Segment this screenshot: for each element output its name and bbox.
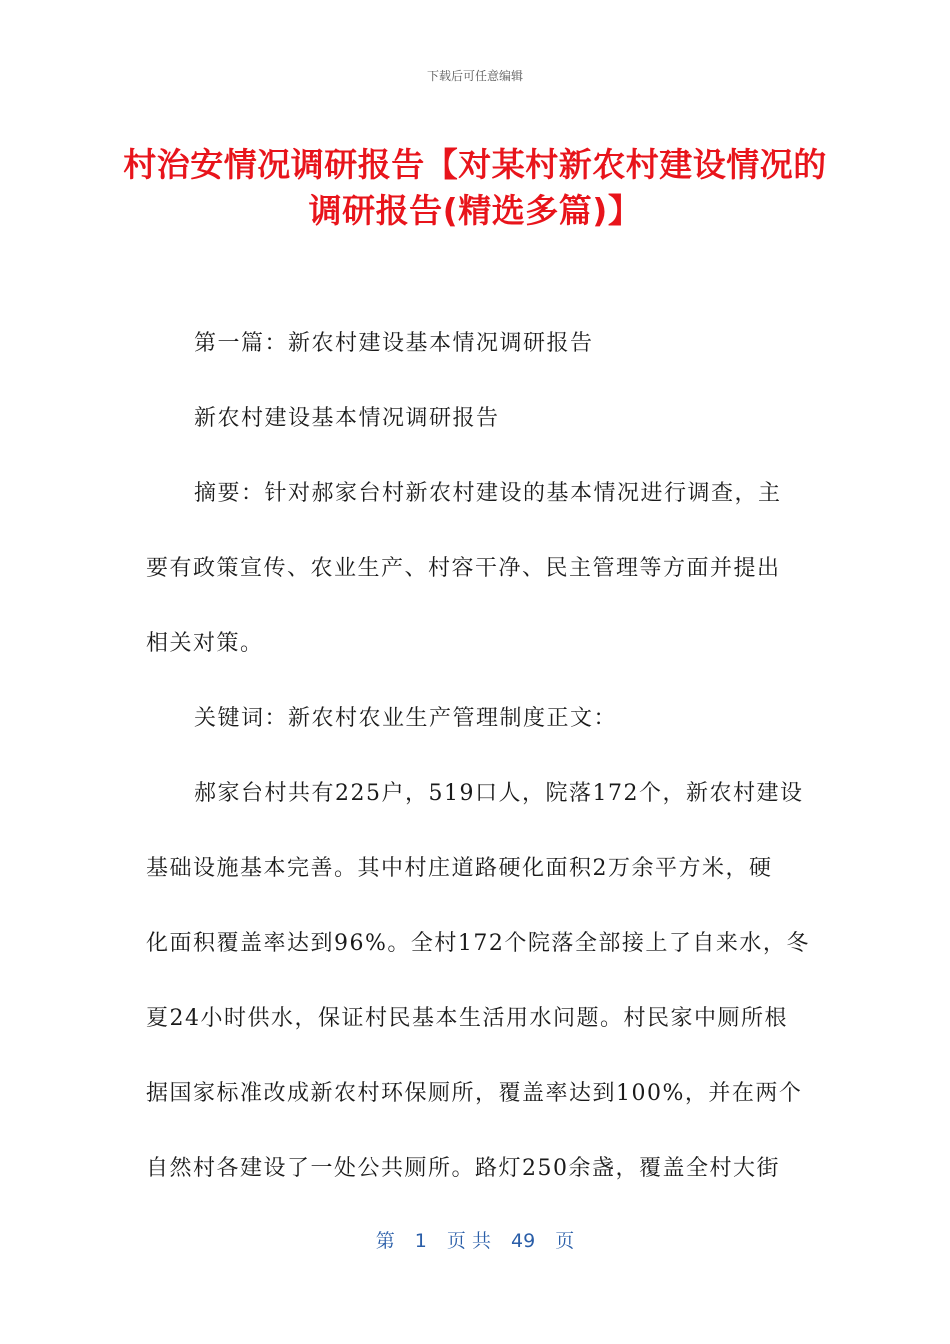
body-line: 自然村各建设了一处公共厕所。路灯250余盏，覆盖全村大街 — [146, 1156, 780, 1181]
report-subtitle: 新农村建设基本情况调研报告 — [194, 406, 500, 431]
abstract-line: 摘要：针对郝家台村新农村建设的基本情况进行调查，主 — [194, 481, 782, 506]
body-line: 据国家标准改成新农村环保厕所，覆盖率达到100%，并在两个 — [146, 1081, 803, 1106]
body-line: 郝家台村共有225户，519口人，院落172个，新农村建设 — [194, 781, 804, 806]
footer-suffix: 页 — [555, 1230, 575, 1252]
footer-prefix: 第 — [375, 1230, 395, 1252]
footer-middle: 页 共 — [446, 1230, 491, 1252]
body-line: 化面积覆盖率达到96%。全村172个院落全部接上了自来水，冬 — [146, 931, 810, 956]
document-title: 村治安情况调研报告【对某村新农村建设情况的调研报告(精选多篇)】 — [123, 145, 827, 230]
abstract-line: 相关对策。 — [146, 631, 264, 656]
total-page-count: 49 — [511, 1230, 536, 1252]
page-footer — [0, 1226, 950, 1253]
body-line: 夏24小时供水，保证村民基本生活用水问题。村民家中厕所根 — [146, 1006, 788, 1031]
header-note: 下载后可任意编辑 — [426, 69, 523, 83]
body-line: 基础设施基本完善。其中村庄道路硬化面积2万余平方米，硬 — [146, 856, 773, 881]
current-page-number: 1 — [414, 1230, 427, 1252]
section-heading: 第一篇：新农村建设基本情况调研报告 — [194, 331, 594, 356]
keywords-line: 关键词：新农村农业生产管理制度正文： — [194, 706, 618, 731]
abstract-line: 要有政策宣传、农业生产、村容干净、民主管理等方面并提出 — [146, 556, 781, 581]
